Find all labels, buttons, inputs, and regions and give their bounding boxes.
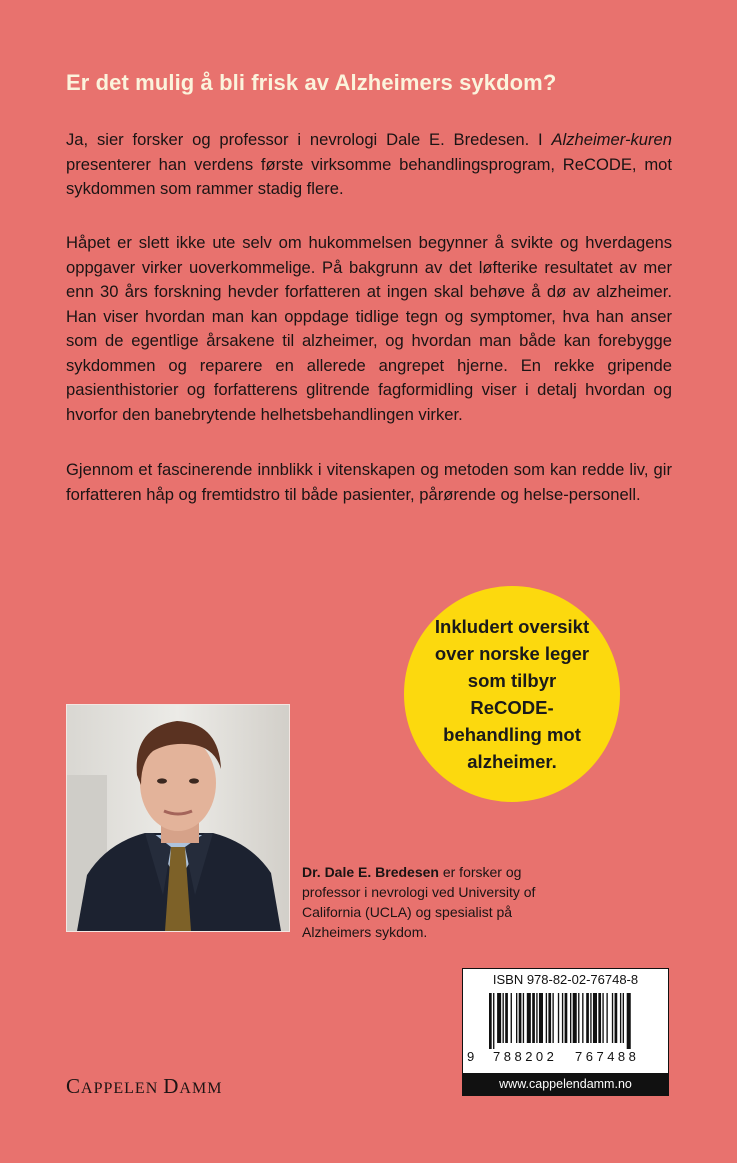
barcode-bar <box>539 993 543 1043</box>
barcode-icon <box>469 993 662 1049</box>
barcode-bar <box>593 993 597 1043</box>
barcode-bar <box>497 993 501 1043</box>
publisher-logo-letter: C <box>66 1074 82 1098</box>
barcode-bar <box>623 993 624 1043</box>
barcode-bar <box>536 993 537 1043</box>
barcode-bar <box>516 993 517 1043</box>
barcode-bar <box>570 993 571 1043</box>
barcode-bar <box>562 993 563 1043</box>
barcode-bar <box>503 993 504 1043</box>
isbn-number: ISBN 978-82-02-76748-8 <box>492 972 639 987</box>
closing-paragraph: Gjennom et fascinerende innblikk i vitenskapen og metoden som kan redde liv, gir forfatteren håp og fremtidstro til både pasienter, pårørende og helse-personell. <box>66 460 672 504</box>
publisher-logo <box>66 1074 222 1099</box>
author-bio-text: er forsker og professor i nevrologi ved University of California (UCLA) og spesialist på Alzheimers sykdom. <box>302 864 536 940</box>
barcode-bar <box>606 993 607 1043</box>
author-photo <box>66 704 290 932</box>
promo-badge <box>404 586 620 802</box>
barcode-bar <box>573 993 577 1043</box>
barcode-bar <box>505 993 508 1043</box>
barcode-bar <box>615 993 618 1043</box>
barcode-bar <box>582 993 583 1043</box>
barcode-bar <box>511 993 512 1043</box>
barcode-bar <box>519 993 522 1043</box>
barcode-bar <box>578 993 579 1043</box>
publisher-logo-part2: AMM <box>179 1080 223 1097</box>
barcode-bar <box>558 993 559 1043</box>
barcode-bar <box>620 993 621 1043</box>
book-title: Alzheimer-kuren <box>551 130 672 149</box>
barcode-digits-group1: 788202 <box>493 1049 558 1064</box>
barcode-bar <box>598 993 601 1043</box>
barcode-bar <box>627 993 631 1049</box>
barcode-bar <box>612 993 613 1043</box>
publisher-logo-letter-2: D <box>163 1074 180 1098</box>
publisher-url: www.cappelendamm.no <box>463 1073 668 1095</box>
publisher-logo-part1: APPELEN <box>81 1080 164 1097</box>
barcode-bar <box>489 993 492 1049</box>
headline: Er det mulig å bli frisk av Alzheimers sykdom? <box>66 70 557 95</box>
barcode-bar <box>493 993 494 1049</box>
barcode-bar <box>565 993 568 1043</box>
barcode-bar <box>602 993 603 1043</box>
barcode-block <box>462 968 669 1096</box>
barcode-bar <box>532 993 535 1043</box>
barcode-bar <box>586 993 589 1043</box>
barcode-bar <box>527 993 531 1043</box>
author-portrait-illustration <box>67 705 289 931</box>
intro-paragraph <box>66 128 672 202</box>
description-paragraph: Håpet er slett ikke ute selv om hukommelsen begynner å svikte og hverdagens oppgaver virker uoverkommelige. På bakgrunn av det løfterike resultatet av mer enn 30 års forskning hevder forfatteren at ingen skal behøve å dø av alzheimer. Han viser hvordan man kan oppdage tidlige tegn og symptomer, hva han anser som de egentlige årsakene til alzheimer, og hvordan man både kan forebygge sykdommen og reparere en allerede angrepet hjerne. En rekke gripende pasienthistorier og forfatterens glitrende fagformidling viser i detalj hvordan og hvorfor den banebrytende helhetsbehandlingen virker. <box>66 233 672 424</box>
barcode-digits-group2: 767488 <box>575 1049 640 1064</box>
barcode-bar <box>523 993 524 1043</box>
barcode-bar <box>590 993 591 1043</box>
barcode-digit-first: 9 <box>467 1049 475 1064</box>
intro-text-start: Ja, sier forsker og professor i nevrologi Dale E. Bredesen. I <box>66 130 552 149</box>
intro-text-end: presenterer han verdens første virksomme behandlingsprogram, ReCODE, mot sykdommen som rammer stadig flere. <box>66 154 672 198</box>
promo-badge-text: Inkludert oversikt over norske leger som tilbyr ReCODE-behandling mot alzheimer. <box>434 616 590 772</box>
barcode-bar <box>552 993 553 1043</box>
barcode-bar <box>546 993 547 1043</box>
author-bio <box>302 862 552 942</box>
author-name: Dr. Dale E. Bredesen <box>302 864 439 880</box>
barcode-bar <box>548 993 551 1043</box>
